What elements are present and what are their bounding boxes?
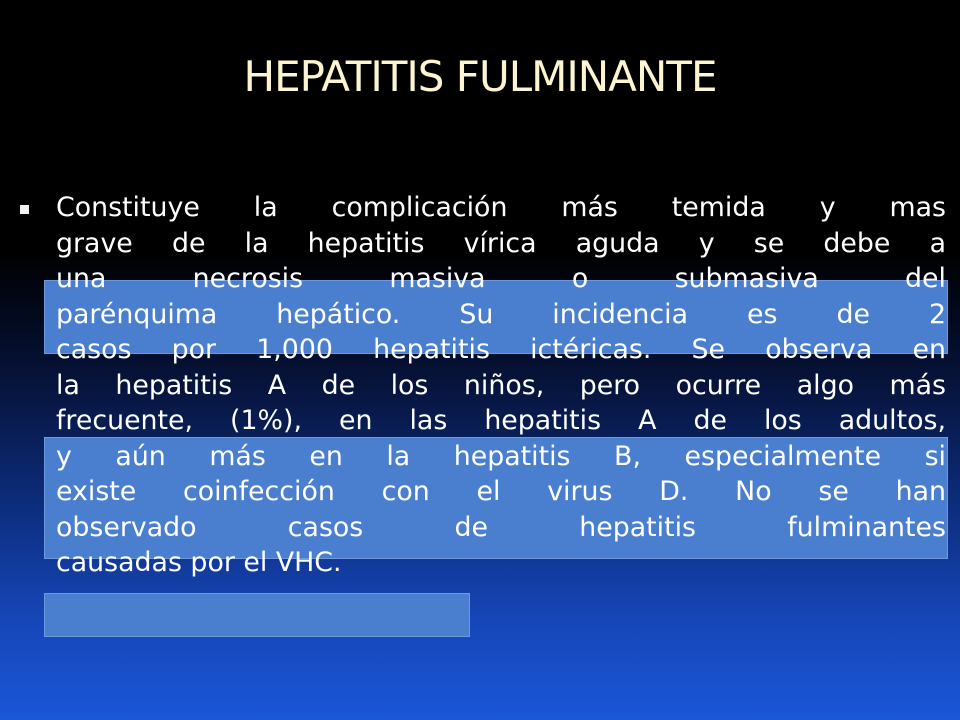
bullet-paragraph [56,190,946,581]
paragraph-line: parénquima hepático. Su incidencia es de 2 [56,298,946,330]
paragraph-line: Constituye la complicación más temida y mas [56,192,946,223]
paragraph-line: casos por 1,000 hepatitis ictéricas. Se observa en [56,334,946,365]
paragraph-line: existe coinfección con el virus D. No se han [56,476,946,507]
selection-highlight [44,593,470,637]
square-bullet-icon [20,205,29,214]
slide-title: HEPATITIS FULMINANTE [243,52,717,101]
paragraph-line: causadas por el VHC. [56,547,342,578]
paragraph-line: grave de la hepatitis vírica aguda y se debe a [56,227,946,259]
paragraph-line: una necrosis masiva o submasiva del [56,263,946,294]
paragraph-line: y aún más en la hepatitis B, especialmente si [56,440,946,472]
paragraph-line: la hepatitis A de los niños, pero ocurre algo más [56,369,946,401]
paragraph-line: frecuente, (1%), en las hepatitis A de los adultos, [56,405,946,436]
paragraph-line: observado casos de hepatitis fulminantes [56,511,946,543]
